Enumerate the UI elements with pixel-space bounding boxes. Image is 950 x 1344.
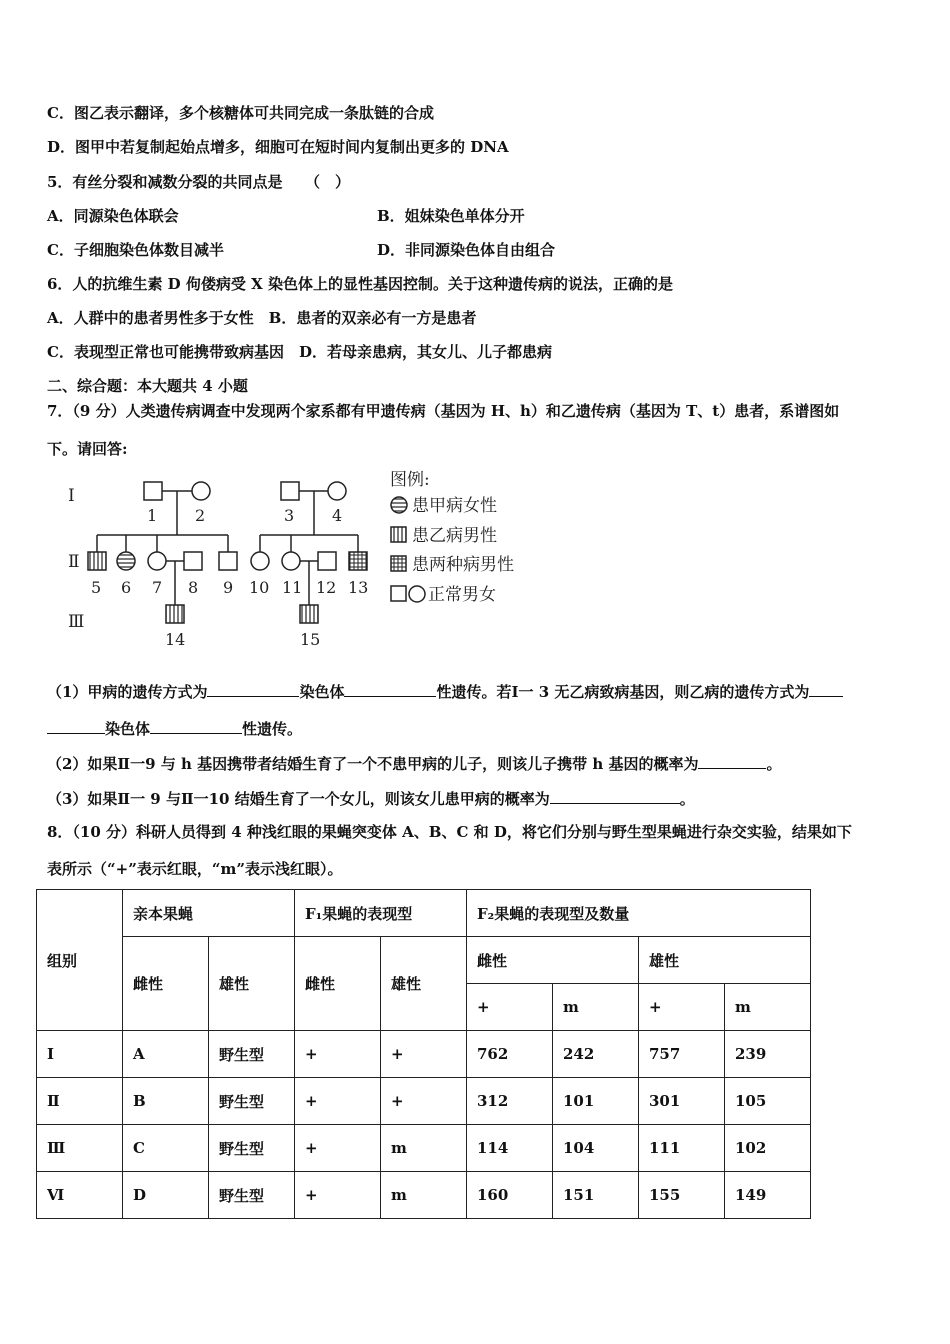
table-row [37, 1078, 811, 1125]
individual-9-male [219, 552, 237, 570]
header-f1-male: 雄性 [381, 937, 467, 1031]
q4-option-c: C．图乙表示翻译，多个核糖体可共同完成一条肽链的合成 [47, 104, 434, 122]
individual-5-male-disease-b [88, 552, 106, 570]
cell: 105 [725, 1078, 811, 1125]
legend-male-both-diseases: 患两种病男性 [412, 555, 514, 575]
cell: 野生型 [209, 1172, 295, 1219]
legend-female-disease-a: 患甲病女性 [412, 496, 497, 516]
legend-female-disease-a-icon [391, 497, 407, 513]
answer-blank[interactable] [550, 789, 680, 804]
q5-row1 [47, 205, 907, 226]
id-15: 15 [300, 630, 321, 649]
q5-option-d: D．非同源染色体自由组合 [377, 241, 556, 259]
cell: m [381, 1125, 467, 1172]
header-f2-female-m: m [553, 984, 639, 1031]
table-row [37, 1031, 811, 1078]
cell: Ⅲ [37, 1125, 123, 1172]
header-f2: F₂果蝇的表现型及数量 [467, 890, 811, 937]
answer-blank[interactable] [207, 682, 299, 697]
individual-1-male [144, 482, 162, 500]
header-parent-female: 雌性 [123, 937, 209, 1031]
individual-2-female [192, 482, 210, 500]
cell: + [295, 1125, 381, 1172]
legend-normal-female-icon [409, 586, 425, 602]
cell: + [381, 1078, 467, 1125]
q7-part1-line2: 染色体 性遗传。 [47, 718, 302, 739]
q5-option-c: C．子细胞染色体数目减半 [47, 241, 224, 259]
individual-3-male [281, 482, 299, 500]
header-f1: F₁果蝇的表现型 [295, 890, 467, 937]
header-parent: 亲本果蝇 [123, 890, 295, 937]
id-1: 1 [147, 506, 158, 525]
answer-blank[interactable] [809, 682, 843, 697]
answer-blank[interactable] [47, 719, 105, 734]
id-2: 2 [195, 506, 206, 525]
id-11: 11 [282, 578, 303, 597]
q8-stem-line2: 表所示（“+”表示红眼，“m”表示浅红眼）。 [47, 860, 343, 878]
cell: 野生型 [209, 1031, 295, 1078]
id-6: 6 [121, 578, 132, 597]
generation-3-label: Ⅲ [68, 612, 85, 632]
answer-blank[interactable] [698, 754, 766, 769]
cell: 111 [639, 1125, 725, 1172]
legend-normal-male-icon [391, 586, 406, 601]
q5-option-b: B．姐妹染色单体分开 [377, 207, 525, 225]
answer-blank[interactable] [150, 719, 242, 734]
id-9: 9 [223, 578, 234, 597]
individual-15-male-disease-b [300, 605, 318, 623]
cell: m [381, 1172, 467, 1219]
q4-option-d: D．图甲中若复制起始点增多，细胞可在短时间内复制出更多的 DNA [47, 138, 509, 156]
cell: D [123, 1172, 209, 1219]
q7-stem-line2: 下。请回答: [47, 440, 128, 458]
cell: Ⅱ [37, 1078, 123, 1125]
individual-8-male [184, 552, 202, 570]
table-row [37, 1125, 811, 1172]
pedigree-chart [60, 465, 540, 655]
cell: 160 [467, 1172, 553, 1219]
id-10: 10 [249, 578, 270, 597]
cell: B [123, 1078, 209, 1125]
q8-stem-line1: 8．（10 分）科研人员得到 4 种浅红眼的果蝇突变体 A、B、C 和 D，将它们分别与野生型果蝇进行杂交实验，结果如下 [47, 823, 852, 841]
cell: + [295, 1031, 381, 1078]
cell: 151 [553, 1172, 639, 1219]
cell: 104 [553, 1125, 639, 1172]
generation-2-label: Ⅱ [68, 552, 80, 572]
q5-option-a: A．同源染色体联会 [47, 207, 179, 225]
cell: 239 [725, 1031, 811, 1078]
header-f2-male: 雄性 [639, 937, 811, 984]
id-13: 13 [348, 578, 369, 597]
cell: + [295, 1172, 381, 1219]
cell: + [381, 1031, 467, 1078]
q5-stem: 5．有丝分裂和减数分裂的共同点是 （ ） [47, 173, 350, 191]
cell: 野生型 [209, 1078, 295, 1125]
cell: 762 [467, 1031, 553, 1078]
header-f2-male-m: m [725, 984, 811, 1031]
header-f2-male-plus: + [639, 984, 725, 1031]
header-f2-female-plus: + [467, 984, 553, 1031]
individual-10-female [251, 552, 269, 570]
generation-1-label: Ⅰ [68, 486, 75, 506]
cell: 114 [467, 1125, 553, 1172]
id-5: 5 [91, 578, 102, 597]
id-8: 8 [188, 578, 199, 597]
q6-stem: 6．人的抗维生素 D 佝偻病受 X 染色体上的显性基因控制。关于这种遗传病的说法，正确的是 [47, 275, 673, 293]
id-7: 7 [152, 578, 163, 597]
cell: 102 [725, 1125, 811, 1172]
cell: 野生型 [209, 1125, 295, 1172]
q7-part3: （3）如果Ⅱ一 9 与Ⅱ一10 结婚生育了一个女儿，则该女儿患甲病的概率为 。 [47, 790, 695, 808]
answer-blank[interactable] [344, 682, 436, 697]
id-4: 4 [332, 506, 343, 525]
header-f2-female: 雌性 [467, 937, 639, 984]
cell: 242 [553, 1031, 639, 1078]
legend-normal: 正常男女 [428, 585, 496, 605]
individual-7-female [148, 552, 166, 570]
id-3: 3 [284, 506, 295, 525]
individual-14-male-disease-b [166, 605, 184, 623]
cell: 301 [639, 1078, 725, 1125]
cell: 757 [639, 1031, 725, 1078]
id-14: 14 [165, 630, 186, 649]
header-group: 组别 [37, 890, 123, 1031]
id-12: 12 [316, 578, 337, 597]
cell: 101 [553, 1078, 639, 1125]
legend-title: 图例: [390, 470, 430, 490]
cell: Ⅰ [37, 1031, 123, 1078]
cell: A [123, 1031, 209, 1078]
legend-male-both-diseases-icon [391, 556, 406, 571]
q6-options-ab: A．人群中的患者男性多于女性 B．患者的双亲必有一方是患者 [47, 309, 477, 327]
results-table [36, 889, 811, 1219]
individual-4-female [328, 482, 346, 500]
q7-part2: （2）如果Ⅱ一9 与 h 基因携带者结婚生育了一个不患甲病的儿子，则该儿子携带 h 基因的概率为 。 [47, 755, 782, 773]
legend-male-disease-b: 患乙病男性 [412, 526, 497, 546]
legend-male-disease-b-icon [391, 527, 406, 542]
q5-row2 [47, 239, 907, 260]
individual-11-female [282, 552, 300, 570]
section-heading: 二、综合题：本大题共 4 小题 [47, 377, 248, 395]
individual-6-female-disease-a [117, 552, 135, 570]
cell: 155 [639, 1172, 725, 1219]
individual-12-male [318, 552, 336, 570]
header-parent-male: 雄性 [209, 937, 295, 1031]
cell: 312 [467, 1078, 553, 1125]
cell: + [295, 1078, 381, 1125]
individual-13-male-both-diseases [349, 552, 367, 570]
q7-stem-line1: 7．（9 分）人类遗传病调查中发现两个家系都有甲遗传病（基因为 H、h）和乙遗传病（基因为 T、t）患者，系谱图如 [47, 402, 840, 420]
q6-options-cd: C．表现型正常也可能携带致病基因 D．若母亲患病，其女儿、儿子都患病 [47, 343, 552, 361]
table-row [37, 1172, 811, 1219]
q7-part1-line1: （1）甲病的遗传方式为 染色体 性遗传。若Ⅰ一 3 无乙病致病基因，则乙病的遗传方式为 [47, 681, 843, 702]
cell: 149 [725, 1172, 811, 1219]
cell: C [123, 1125, 209, 1172]
header-f1-female: 雌性 [295, 937, 381, 1031]
cell: Ⅵ [37, 1172, 123, 1219]
